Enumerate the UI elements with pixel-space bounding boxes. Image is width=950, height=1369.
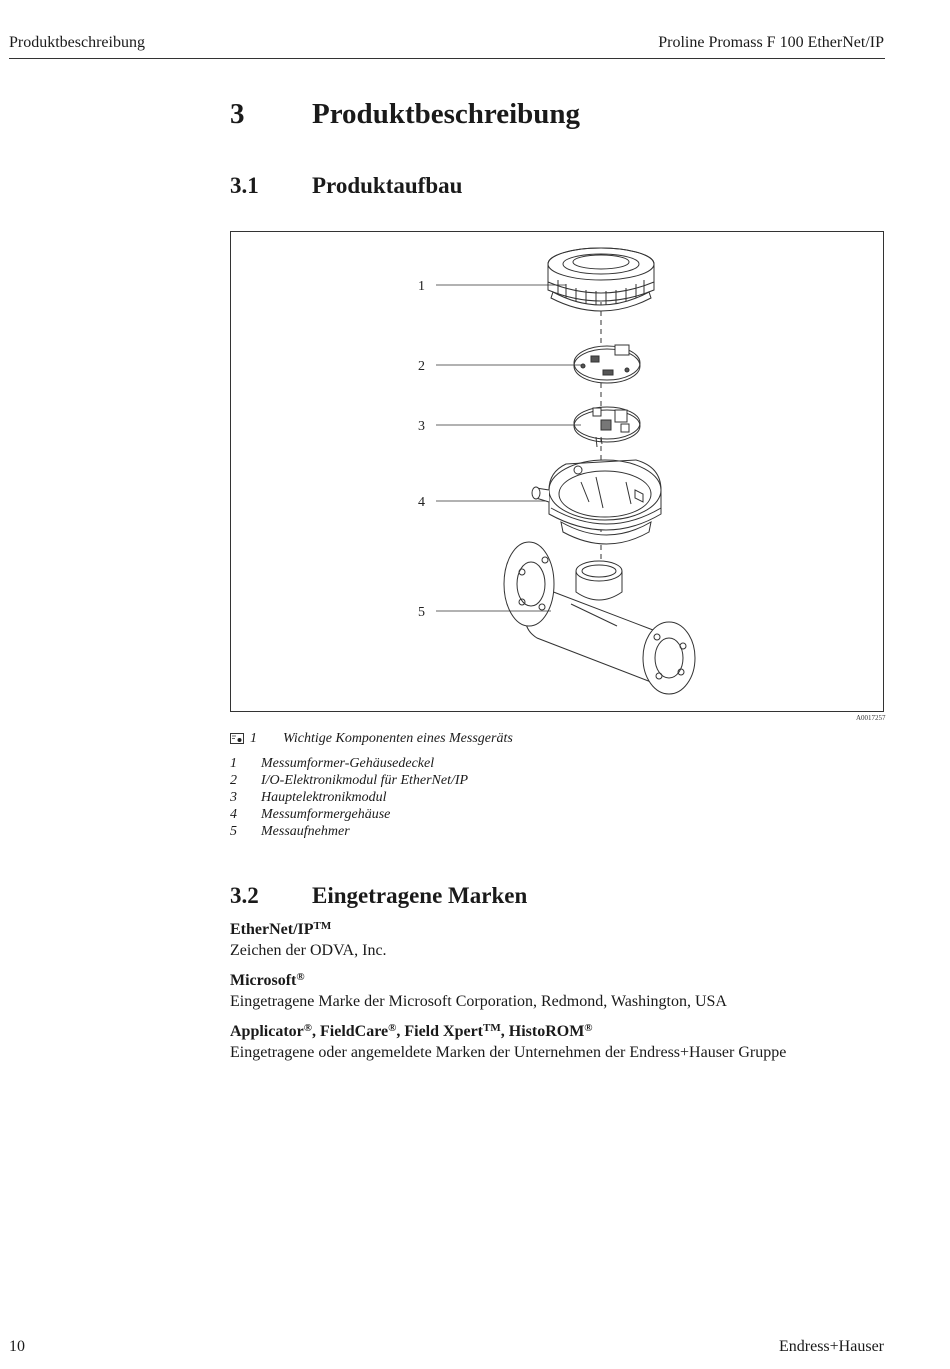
callout-number-1: 1: [418, 279, 425, 294]
housing-cover-drawing: [548, 248, 654, 311]
figure-icon: [230, 733, 244, 744]
page-number: 10: [9, 1338, 25, 1355]
legend-text: I/O-Elektronikmodul für EtherNet/IP: [261, 773, 469, 788]
legend-text: Messumformergehäuse: [261, 807, 391, 822]
product-structure-figure: [230, 231, 884, 712]
section-number: 3.2: [230, 883, 259, 908]
running-header-right: Proline Promass F 100 EtherNet/IP: [658, 34, 884, 51]
transmitter-housing-drawing: [532, 460, 661, 544]
trademark-name-ethernetip: [230, 921, 331, 939]
trademark-text: Applicator: [230, 1023, 304, 1040]
trademark-symbol: TM: [483, 1022, 501, 1034]
trademark-name-endress-hauser: [230, 1023, 593, 1041]
legend-number: 4: [230, 807, 237, 822]
chapter-number: 3: [230, 98, 245, 130]
trademark-symbol: ®: [388, 1022, 397, 1034]
legend-text: Messaufnehmer: [261, 824, 350, 839]
section-title: Produktaufbau: [312, 173, 463, 198]
trademark-text: , FieldCare: [312, 1023, 389, 1040]
legend-number: 5: [230, 824, 237, 839]
legend-number: 1: [230, 756, 237, 771]
caption-text: Wichtige Komponenten eines Messgeräts: [283, 731, 513, 746]
trademark-desc-ethernetip: Zeichen der ODVA, Inc.: [230, 942, 387, 959]
trademark-text: , HistoROM: [500, 1023, 585, 1040]
trademark-text: EtherNet/IP: [230, 921, 314, 938]
callout-number-5: 5: [418, 605, 425, 620]
callout-number-3: 3: [418, 419, 425, 434]
trademark-symbol: ®: [296, 971, 305, 983]
trademark-symbol: ®: [584, 1022, 593, 1034]
trademark-name-microsoft: [230, 972, 305, 990]
callout-number-2: 2: [418, 359, 425, 374]
main-electronics-drawing: [574, 407, 640, 447]
legend-number: 2: [230, 773, 237, 788]
footer-brand: Endress+Hauser: [779, 1338, 884, 1355]
header-divider: [9, 58, 885, 59]
callout-number-4: 4: [418, 495, 425, 510]
trademark-text: Microsoft: [230, 972, 297, 989]
section-number: 3.1: [230, 173, 259, 198]
exploded-view-illustration: [231, 232, 885, 713]
io-module-drawing: [574, 345, 640, 383]
section-title: Eingetragene Marken: [312, 883, 528, 908]
running-header-left: Produktbeschreibung: [9, 34, 145, 51]
trademark-symbol: TM: [313, 920, 332, 932]
trademark-symbol: ®: [303, 1022, 312, 1034]
legend-number: 3: [230, 790, 237, 805]
sensor-drawing: [504, 542, 695, 694]
trademark-desc-endress-hauser: Eingetragene oder angemeldete Marken der Unternehmen der Endress+Hauser Gruppe: [230, 1044, 787, 1061]
trademark-desc-microsoft: Eingetragene Marke der Microsoft Corporation, Redmond, Washington, USA: [230, 993, 727, 1010]
figure-id: A0017257: [856, 714, 886, 722]
caption-number: 1: [250, 731, 257, 746]
chapter-title: Produktbeschreibung: [312, 98, 581, 130]
trademark-text: , Field Xpert: [396, 1023, 484, 1040]
legend-text: Hauptelektronikmodul: [261, 790, 387, 805]
legend-text: Messumformer-Gehäusedeckel: [261, 756, 435, 771]
